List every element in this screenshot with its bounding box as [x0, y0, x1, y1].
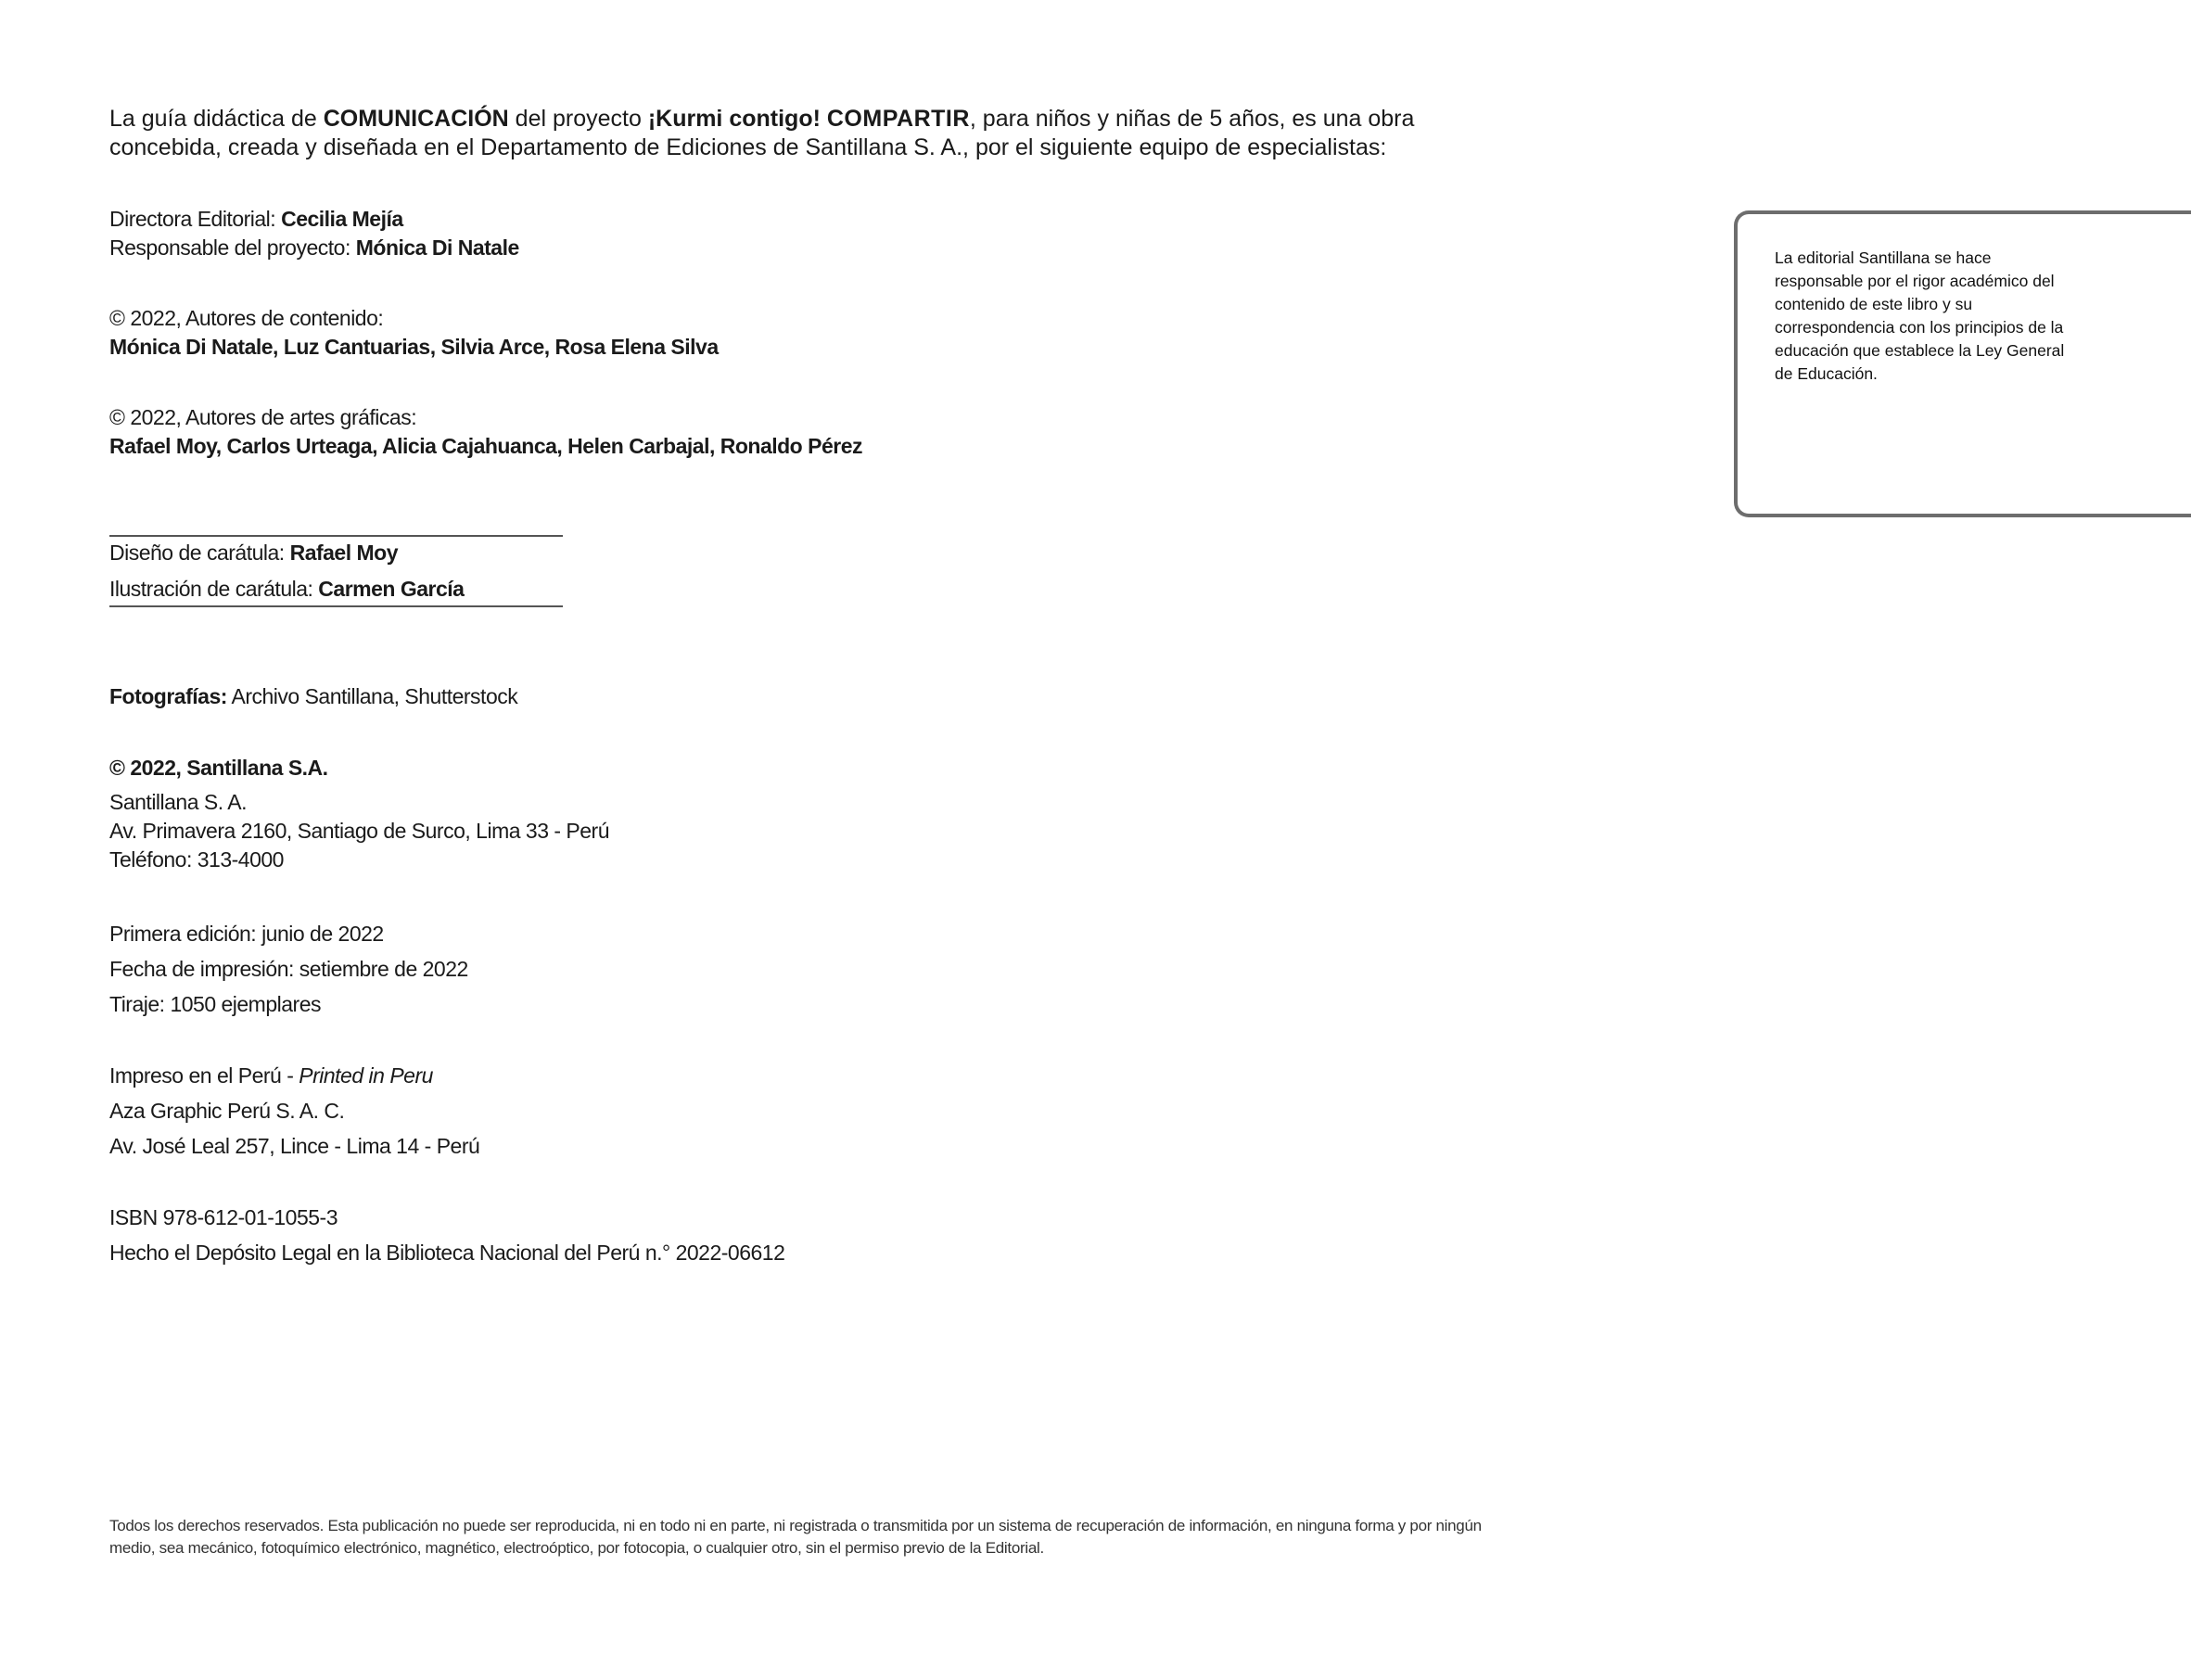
printer-name: Aza Graphic Perú S. A. C.: [109, 1099, 345, 1123]
fotos-value: Archivo Santillana, Shutterstock: [226, 684, 518, 708]
printer-impreso-english: Printed in Peru: [299, 1063, 433, 1088]
directora-label: Directora Editorial:: [109, 207, 282, 231]
rights-footer: Todos los derechos reservados. Esta publicación no puede ser reproducida, ni en todo ni en parte, ni registrada o transmitida por un sistema de recuperación de información, en ninguna forma y por ningún medio, sea mecánico, fotoquímico electrónico, magnético, electroóptico, por fotocopia, o cualquier otro, sin el permiso previo de la Editorial.: [109, 1517, 1482, 1557]
intro-paragraph: [109, 105, 1519, 162]
printer-impreso: [109, 1058, 479, 1093]
subject-name: COMUNICACIÓN: [323, 106, 509, 132]
responsable-line: [109, 234, 519, 262]
publisher-address: Av. Primavera 2160, Santiago de Surco, Lima 33 - Perú: [109, 819, 610, 843]
separator-top: [109, 535, 563, 537]
artes-block: [109, 403, 862, 461]
publisher-copyright: © 2022, Santillana S.A.: [109, 756, 328, 780]
edition-block: [109, 916, 468, 1022]
fotos-label: Fotografías:: [109, 684, 227, 708]
fotos-line: [109, 682, 517, 711]
academic-notice-box: [1734, 210, 2191, 517]
contenido-block: [109, 304, 719, 362]
printer-impreso-label: Impreso en el Perú -: [109, 1063, 299, 1088]
deposito-legal: Hecho el Depósito Legal en la Biblioteca Nacional del Perú n.° 2022-06612: [109, 1241, 785, 1265]
brand-name: COMPARTIR: [826, 106, 970, 132]
artes-label: © 2022, Autores de artes gráficas:: [109, 405, 417, 429]
directora-name: Cecilia Mejía: [281, 207, 403, 231]
responsable-label: Responsable del proyecto:: [109, 235, 356, 260]
intro-text-1: La guía didáctica de: [109, 106, 324, 132]
diseno-label: Diseño de carátula:: [109, 541, 290, 565]
separator-bottom: [109, 605, 563, 607]
intro-text-2: del proyecto: [508, 106, 648, 132]
ilustracion-line: [109, 575, 464, 604]
academic-notice-text: La editorial Santillana se hace responsable por el rigor académico del contenido de este libro y su correspondencia con los principios de la educación que establece la Ley General de Educación.: [1775, 248, 2065, 383]
artes-authors: Rafael Moy, Carlos Urteaga, Alicia Cajahuanca, Helen Carbajal, Ronaldo Pérez: [109, 434, 863, 458]
edition-tiraje: Tiraje: 1050 ejemplares: [109, 992, 321, 1016]
printer-address: Av. José Leal 257, Lince - Lima 14 - Perú: [109, 1134, 480, 1158]
intro-text-3: [821, 106, 827, 132]
ilustracion-label: Ilustración de carátula:: [109, 577, 319, 601]
publisher-phone: Teléfono: 313-4000: [109, 847, 284, 872]
ilustracion-name: Carmen García: [318, 577, 465, 601]
publisher-name: Santillana S. A.: [109, 790, 247, 814]
isbn: ISBN 978-612-01-1055-3: [109, 1205, 338, 1229]
legal-block: [109, 1200, 784, 1270]
staff-block: [109, 205, 519, 262]
responsable-name: Mónica Di Natale: [355, 235, 519, 260]
diseno-name: Rafael Moy: [289, 541, 399, 565]
diseno-line: [109, 539, 398, 567]
project-name: ¡Kurmi contigo!: [647, 106, 821, 132]
printer-block: [109, 1058, 479, 1164]
edition-primera: Primera edición: junio de 2022: [109, 922, 384, 946]
intro-text-4: , para niños y niñas de 5 años, es una obra concebida, creada y diseñada en el Departamento de Ediciones de Santillana S. A., por el siguiente equipo de especialistas:: [109, 106, 1415, 160]
edition-fecha: Fecha de impresión: setiembre de 2022: [109, 957, 468, 981]
directora-line: [109, 205, 519, 234]
publisher-block: [109, 754, 609, 874]
contenido-authors: Mónica Di Natale, Luz Cantuarias, Silvia Arce, Rosa Elena Silva: [109, 335, 719, 359]
contenido-label: © 2022, Autores de contenido:: [109, 306, 384, 330]
